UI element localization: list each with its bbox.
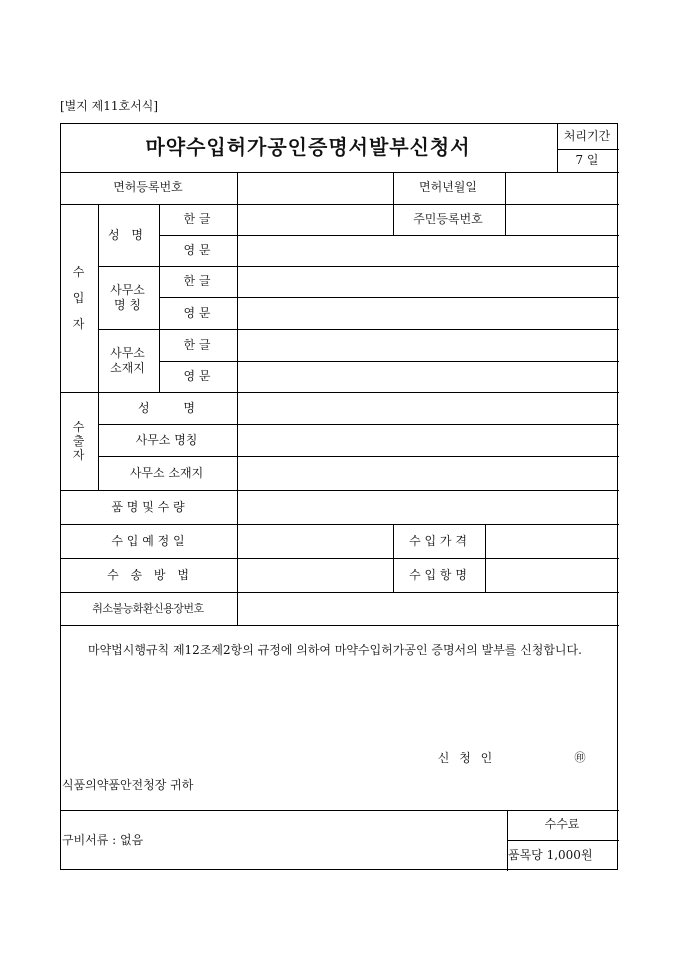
required-documents: 구비서류 : 없음 — [62, 832, 144, 847]
importer-office-address-label: 사무소 소재지 — [110, 345, 145, 375]
form-number-label: [별지 제11호서식] — [60, 99, 158, 113]
fee-label: 수수료 — [544, 817, 580, 831]
application-statement: 마약법시행규칙 제12조제2항의 규정에 의하여 마약수입허가공인 증명서의 발부를 신청합니다. — [88, 643, 582, 657]
import-price-label: 수 입 가 격 — [409, 533, 467, 548]
processing-period-label: 처리기간 — [563, 128, 611, 143]
importer-office-name-english-label: 영 문 — [183, 305, 211, 320]
exporter-office-address-label: 사무소 소재지 — [129, 465, 204, 480]
importer-name-korean-label: 한 글 — [183, 212, 211, 226]
license-date-label: 면허년월일 — [419, 180, 477, 194]
addressee: 식품의약품안전청장 귀하 — [62, 777, 194, 792]
fee-value: 품목당 1,000원 — [508, 847, 593, 862]
exporter-name-label: 성 명 — [138, 400, 195, 415]
exporter-office-name-label: 사무소 명칭 — [135, 432, 198, 447]
transport-method-label: 수 송 방 법 — [107, 567, 189, 582]
importer-office-name-label: 사무소 명 칭 — [110, 282, 145, 312]
seal-mark: ㊞ — [574, 751, 586, 765]
applicant-label: 신 청 인 — [437, 750, 493, 765]
import-date-label: 수 입 예 정 일 — [111, 533, 185, 548]
importer-office-address-english-label: 영 문 — [183, 369, 211, 383]
resident-number-label: 주민등록번호 — [413, 212, 483, 226]
importer-name-english-label: 영 문 — [183, 243, 211, 257]
processing-period-value: 7 일 — [575, 152, 599, 167]
exporter-group-label: 수 출 자 — [72, 420, 85, 462]
importer-office-name-korean-label: 한 글 — [183, 274, 211, 288]
import-port-label: 수 입 항 명 — [409, 567, 467, 582]
letter-of-credit-label: 취소불능화환신용장번호 — [92, 601, 204, 615]
importer-group-label: 수 입 자 — [72, 265, 85, 331]
license-number-label: 면허등록번호 — [113, 180, 183, 194]
form-title: 마약수입허가공인증명서발부신청서 — [145, 135, 471, 159]
goods-quantity-label: 품 명 및 수 량 — [111, 499, 185, 514]
importer-name-label: 성 명 — [108, 227, 147, 242]
importer-office-address-korean-label: 한 글 — [183, 337, 211, 352]
